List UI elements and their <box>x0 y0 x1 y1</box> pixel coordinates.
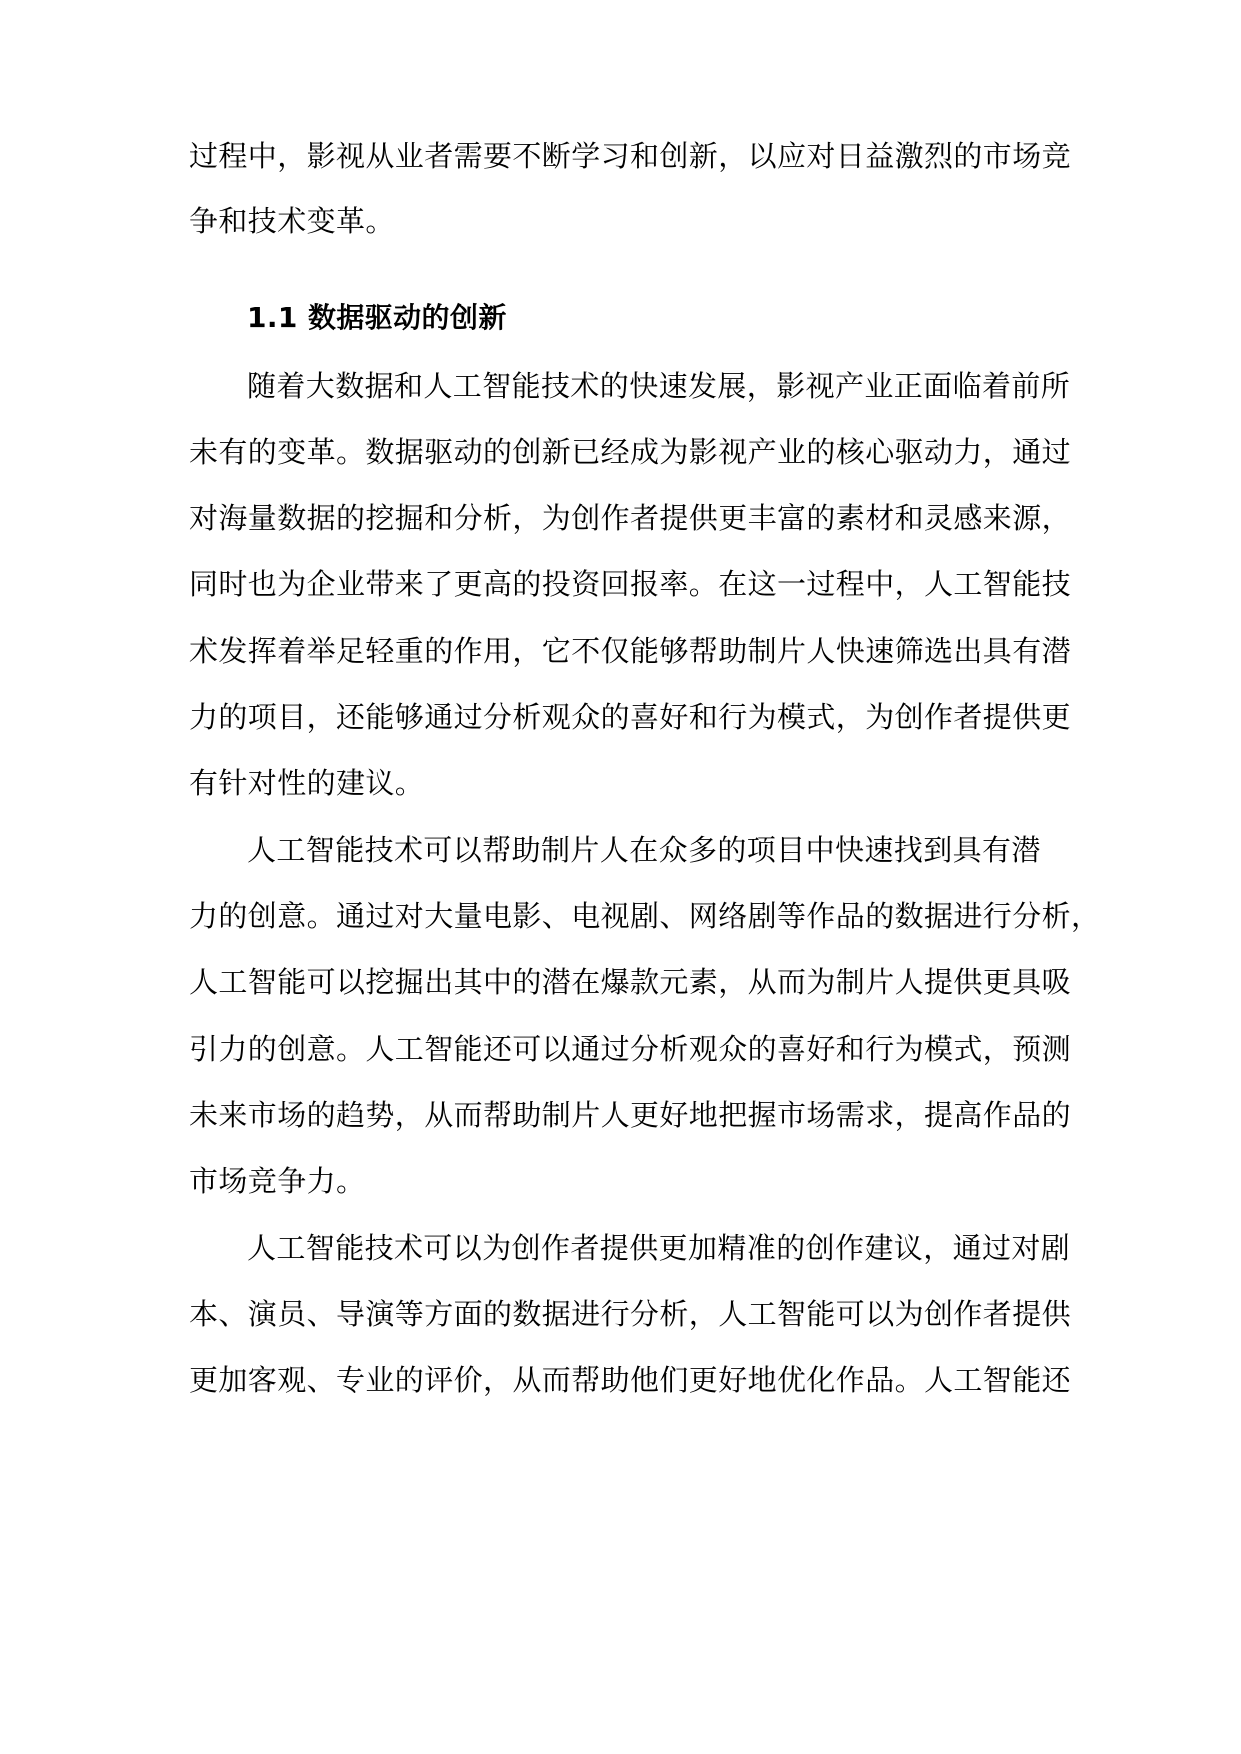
paragraph-line: 本、演员、导演等方面的数据进行分析，人工智能可以为创作者提供 <box>189 1297 1072 1331</box>
continuation-line: 过程中，影视从业者需要不断学习和创新，以应对日益激烈的市场竞 <box>189 139 1072 173</box>
paragraph-line: 有针对性的建议。 <box>189 766 425 800</box>
paragraph-line: 人工智能可以挖掘出其中的潜在爆款元素，从而为制片人提供更具吸 <box>189 965 1072 999</box>
paragraph-line: 术发挥着举足轻重的作用，它不仅能够帮助制片人快速筛选出具有潜 <box>189 634 1072 668</box>
section-heading: 1.1 数据驱动的创新 <box>247 301 507 334</box>
paragraph-line: 更加客观、专业的评价，从而帮助他们更好地优化作品。人工智能还 <box>189 1363 1072 1397</box>
continuation-line: 争和技术变革。 <box>189 204 395 238</box>
paragraph-line: 市场竞争力。 <box>189 1164 366 1198</box>
paragraph-line: 力的项目，还能够通过分析观众的喜好和行为模式，为创作者提供更 <box>189 700 1072 734</box>
paragraph-line: 力的创意。通过对大量电影、电视剧、网络剧等作品的数据进行分析， <box>189 899 1101 933</box>
paragraph-line: 未有的变革。数据驱动的创新已经成为影视产业的核心驱动力，通过 <box>189 435 1072 469</box>
paragraph-line: 引力的创意。人工智能还可以通过分析观众的喜好和行为模式，预测 <box>189 1032 1072 1066</box>
paragraph-line: 同时也为企业带来了更高的投资回报率。在这一过程中，人工智能技 <box>189 567 1072 601</box>
paragraph-line: 未来市场的趋势，从而帮助制片人更好地把握市场需求，提高作品的 <box>189 1098 1072 1132</box>
paragraph-line: 人工智能技术可以为创作者提供更加精准的创作建议，通过对剧 <box>247 1231 1071 1265</box>
paragraph-line: 人工智能技术可以帮助制片人在众多的项目中快速找到具有潜 <box>247 833 1041 867</box>
paragraph-line: 随着大数据和人工智能技术的快速发展，影视产业正面临着前所 <box>247 369 1071 403</box>
paragraph-line: 对海量数据的挖掘和分析，为创作者提供更丰富的素材和灵感来源， <box>189 501 1072 535</box>
